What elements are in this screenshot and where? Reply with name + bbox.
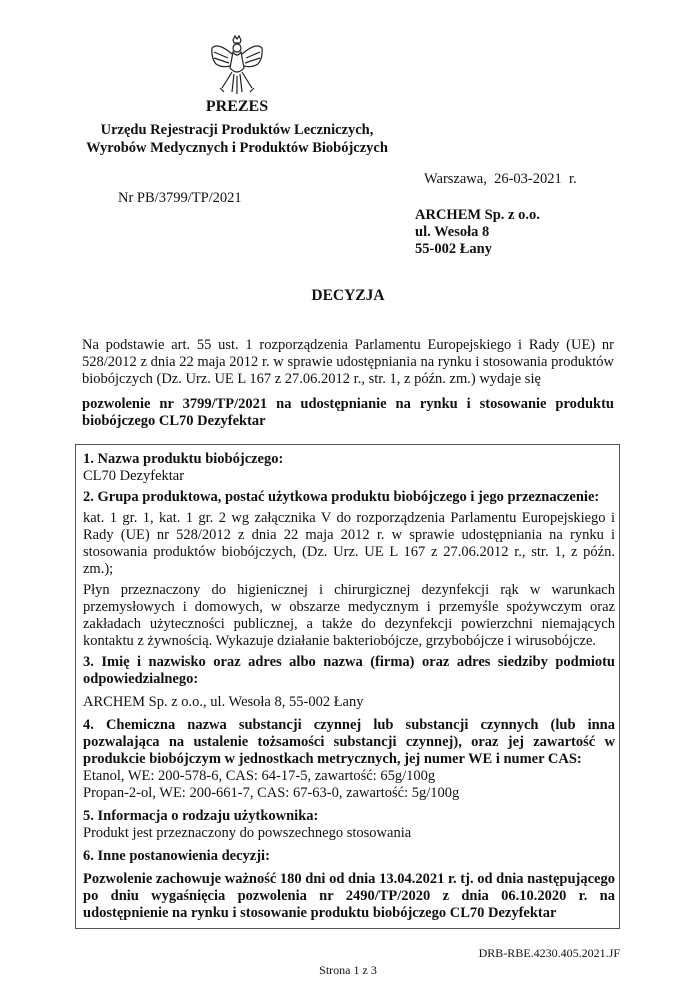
section-6-title: 6. Inne postanowienia decyzji: [83,848,270,864]
section-3-title: 3. Imię i nazwisko oraz adres albo nazwa (firma) oraz adres siedziby podmiotu odpowiedzialnego: [83,654,615,687]
decision-details-box [75,444,620,929]
section-4-substance-2: Propan-2-ol, WE: 200-661-7, CAS: 67-63-0, zawartość: 5g/100g [83,785,460,801]
page-number: Strona 1 z 3 [319,963,377,977]
reference-number: Nr PB/3799/TP/2021 [118,190,242,206]
section-1-text: CL70 Dezyfektar [83,468,185,484]
recipient-address [415,207,540,258]
page-footer [75,946,620,996]
recipient-city: 55-002 Łany [415,241,492,257]
section-5-title: 5. Informacja o rodzaju użytkownika: [83,808,319,824]
section-2-title: 2. Grupa produktowa, postać użytkowa produktu biobójczego i jego przeznaczenie: [83,489,600,505]
place-date: Warszawa, 26-03-2021 r. [424,171,577,187]
section-6-text: Pozwolenie zachowuje ważność 180 dni od dnia 13.04.2021 r. tj. od dnia następującego po dniu wygaśnięcia pozwolenia nr 2490/TP/2020 z dnia 06.10.2020 r. na udostępnienie na rynku i stosowanie produktu biobójczego CL70 Dezyfektar [83,871,615,921]
document-title: DECYZJA [311,287,385,304]
section-5-text: Produkt jest przeznaczony do powszechnego stosowania [83,825,412,841]
case-reference: DRB-RBE.4230.405.2021.JF [478,946,620,960]
section-1-title: 1. Nazwa produktu biobójczego: [83,451,284,467]
recipient-street: ul. Wesoła 8 [415,224,490,240]
document-body [75,337,620,996]
polish-eagle-emblem [208,34,266,96]
intro-paragraph: Na podstawie art. 55 ust. 1 rozporządzenia Parlamentu Europejskiego i Rady (UE) nr 528/2012 z dnia 22 maja 2012 r. w sprawie udostępniania na rynku i stosowania produktów biobójczych (Dz. Urz. UE L 167 z 27.06.2012 r., str. 1, z późn. zm.) wydaje się [82,337,614,387]
section-3-text: ARCHEM Sp. z o.o., ul. Wesoła 8, 55-002 Łany [83,694,364,710]
section-2-description: Płyn przeznaczony do higienicznej i chirurgicznej dezynfekcji rąk w warunkach przemysłowych i domowych, w obszarze medycznym i przemyśle spożywczym oraz zakładach użyteczności publicznej, a także do dezynfekcji powierzchni niemających kontaktu z żywnością. Wykazuje działanie bakteriobójcze, grzybobójcze i wirusobójcze. [83,582,615,649]
recipient-name: ARCHEM Sp. z o.o. [415,207,540,223]
section-2-text: kat. 1 gr. 1, kat. 1 gr. 2 wg załącznika V do rozporządzenia Parlamentu Europejskiego i Rady (UE) nr 528/2012 z dnia 22 maja 2012 r. w sprawie udostępniania na rynku i stosowania produktów biobójczych, (Dz. Urz. UE L 167 z 27.06.2012 r., str. 1, z późn. zm.); [83,510,615,577]
office-line: Urzędu Rejestracji Produktów Leczniczych, [100,122,374,138]
permit-statement: pozwolenie nr 3799/TP/2021 na udostępnianie na rynku i stosowanie produktu biobójczego CL70 Dezyfektar [82,396,614,429]
issuer-office [60,121,414,157]
issuer-title: PREZES [205,98,269,115]
section-4-title: 4. Chemiczna nazwa substancji czynnej lub substancji czynnych (lub inna pozwalająca na ustalenie tożsamości substancji czynnej), oraz jej zawartość w produkcie biobójczym w jednostkach metrycznych, jej numer WE i numer CAS: [83,717,615,767]
office-line: Wyrobów Medycznych i Produktów Biobójczych [86,140,388,156]
section-4-substance-1: Etanol, WE: 200-578-6, CAS: 64-17-5, zawartość: 65g/100g [83,768,436,784]
